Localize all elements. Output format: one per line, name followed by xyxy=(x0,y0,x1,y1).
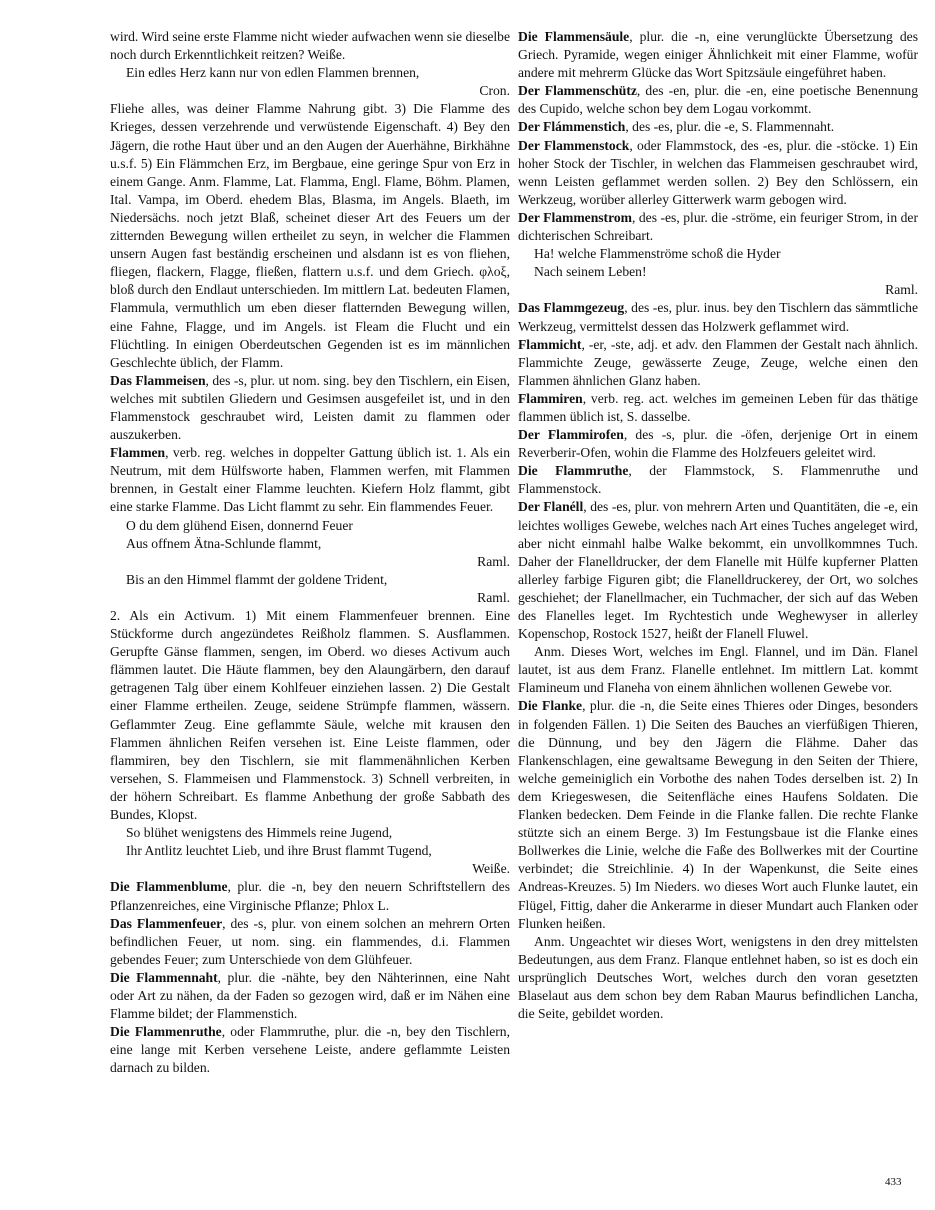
left-column xyxy=(110,28,510,1077)
dictionary-entry xyxy=(518,28,918,82)
annotation-paragraph: Anm. Ungeachtet wir dieses Wort, wenigstens in den drey mittelsten Bedeutungen, aus dem Franz. Flanque entlehnet haben, so ist es doch ein ursprünglich Deutsches Wort, welches durch den voran gesetzten Blaselaut aus dem schon bey dem Raban Maurus befindlichen Lancha, die Seite, gebildet worden. xyxy=(518,933,918,1022)
dictionary-entry xyxy=(110,969,510,1023)
dictionary-entry xyxy=(518,697,918,932)
entry-headword: Der Flanéll xyxy=(518,499,584,515)
entry-definition: , des -es, plur. die -e, S. Flammennaht. xyxy=(625,119,835,135)
entry-headword: Das Flammeisen xyxy=(110,372,206,388)
annotation-paragraph: Anm. Dieses Wort, welches im Engl. Flannel, und im Dän. Flanel lautet, ist aus dem Franz. Flanelle entlehnet. Im mittlern Lat. kommt Flamineum und Flaneha von einem ähnlichen wollenen Gewebe vor. xyxy=(518,644,918,696)
entry-definition: , verb. reg. act. welches im gemeinen Leben für das thätige flammen üblich ist, S. dasselbe. xyxy=(518,390,918,424)
entry-headword: Die Flammennaht xyxy=(110,969,218,985)
verse-line: Ihr Antlitz leuchtet Lieb, und ihre Brust flammt Tugend, xyxy=(126,843,432,859)
right-column xyxy=(518,28,918,1023)
dictionary-entry xyxy=(110,1023,510,1077)
dictionary-entry xyxy=(518,137,918,209)
entry-definition: , plur. die -nähte, bey den Nähterinnen, eine Naht oder Art zu nähen, da der Faden so gezogen wird, daß er im Nähen eine Flamme bildet; der Flammenstich. xyxy=(110,969,510,1022)
dictionary-entry xyxy=(110,372,510,444)
entry-headword: Der Flammirofen xyxy=(518,427,624,443)
entry-headword: Flammiren xyxy=(518,390,583,406)
verse-line: Ha! welche Flammenströme schoß die Hyder xyxy=(534,246,781,262)
entry-headword: Die Flammruthe xyxy=(518,463,629,479)
text-paragraph: 2. Als ein Activum. 1) Mit einem Flammenfeuer brennen. Eine Stückforme durch angezündetes Reißholz flammen. S. Ausflammen. Gerupfte Gänse flammen, sengen, im Oberd. wo dieses Activum auch flämmen lautet. Die Häute flammen, bey den Alaungärbern, den darauf getragenen Talg über einem Kohlfeuer einziehen lassen. 2) Die Gestalt einer Flamme ertheilen. Zeuge, seidene Strümpfe flammen, wässern. Geflammter Zeug. Eine geflammte Säule, welche mit krausen den Flammen ähnlichen Reifen versehen ist. Eine Leiste flammen, oder flammiren, bey den Tischlern, sie mit flammenähnlichen Kerben versehen, S. Flammeisen und Flammenstock. 3) Schnell verbreiten, in der höhern Schreibart. Es flamme Anbethung der große Sabbath des Bundes, Klopst. xyxy=(110,608,510,823)
entry-definition: , des -es, plur. die -ströme, ein feuriger Strom, in der dichterischen Schreibart. xyxy=(518,209,918,244)
entry-headword: Das Flammgezeug xyxy=(518,300,625,316)
quote-source: Raml. xyxy=(477,553,510,569)
entry-definition: , oder Flammstock, des -es, plur. die -stöcke. 1) Ein hoher Stock der Tischler, in welchen das Flammeisen geschraubet wird, wenn Leisten geflammet werden sollen. 2) Bey den Schlössern, ein Werkzeug, worüber allerley Gitterwerk warm gebogen wird. xyxy=(518,137,918,207)
entry-definition: , der Flammstock, S. Flammenruthe und Flammenstock. xyxy=(518,463,918,497)
entry-headword: Die Flammenblume xyxy=(110,879,228,895)
dictionary-entry xyxy=(518,209,918,245)
entry-definition: , des -s, plur. ut nom. sing. bey den Tischlern, ein Eisen, welches mit subtilen Gliedern und Gesimsen ausgefeilet ist, und in den Flammenstock geschraubet wird, Leisten damit zu flammen oder auszukerben. xyxy=(110,372,510,443)
entry-headword: Der Flammenstock xyxy=(518,137,630,153)
verse-line: Aus offnem Ätna-Schlunde flammt, xyxy=(126,535,322,551)
verse-line: Bis an den Himmel flammt der goldene Trident, xyxy=(126,571,388,587)
verse-line: So blühet wenigstens des Himmels reine Jugend, xyxy=(126,825,393,841)
dictionary-entry xyxy=(110,444,510,516)
entry-headword: Der Flammenschütz xyxy=(518,83,637,99)
entry-headword: Das Flammenfeuer xyxy=(110,915,223,931)
dictionary-entry xyxy=(110,915,510,969)
text-paragraph: wird. Wird seine erste Flamme nicht wieder aufwachen wenn sie dieselbe noch durch Erkenntlichkeit reitzen? Weiße. xyxy=(110,29,510,63)
entry-headword: Flammicht xyxy=(518,336,582,352)
quote-source: Raml. xyxy=(885,282,918,298)
verse-line: O du dem glühend Eisen, donnernd Feuer xyxy=(126,517,353,533)
verse-line: Ein edles Herz kann nur von edlen Flammen brennen, xyxy=(126,65,420,81)
entry-headword: Der Flámmenstich xyxy=(518,119,626,135)
dictionary-entry xyxy=(518,82,918,118)
page-number: 433 xyxy=(885,1176,902,1188)
entry-definition: , des -s, plur. die -öfen, derjenige Ort in einem Reverberir-Ofen, wohin die Flamme des Holzfeuers geleitet wird. xyxy=(518,427,918,461)
entry-headword: Flammen xyxy=(110,445,166,461)
entry-definition: , verb. reg. welches in doppelter Gattung üblich ist. 1. Als ein Neutrum, mit dem Hülfsworte haben, Flammen werfen, mit Flammen brennen, in Gestalt einer Flamme leuchten. Kiefern Holz flammt, gibt eine starke Flamme. Das Licht flammt zu sehr. Ein flammendes Feuer. xyxy=(110,445,510,515)
quote-source: Cron. xyxy=(479,83,510,99)
dictionary-entry xyxy=(518,336,918,390)
text-paragraph: Fliehe alles, was deiner Flamme Nahrung gibt. 3) Die Flamme des Krieges, dessen verzehrende und verwüstende Eigenschaft. 4) Bey den Jägern, die rothe Haut über und an den Augen der Auerhähne, Birkhähne u.s.f. 5) Ein Flämmchen Erz, im Bergbaue, eine geringe Spur von Erz in einem Gange. Anm. Flamme, Lat. Flamma, Engl. Flame, Böhm. Plamen, Ital. Vampa, im Oberd. ehedem Blas, Blasma, im Angels. Blaeth, im Niedersächs. noch jetzt Blaß, scheinet dieser Art des Feuers um der zitternden Bewegung willen ertheilet zu seyn, in welcher die Flammen unsern Augen fast beständig erscheinen und alsdann ist es von fliehen, fliegen, flackern, Flagge, fließen, flattern u.s.f. und dem Griech. φλοξ, bloß durch den Endlaut unterschieden. Im mittlern Lat. bedeuten Flamen, Flammula, vermuthlich um eben dieser flatternden Bewegung willen, eine Fahne, Flagge, und im Angels. ist Fleam die Flucht und ein Flüchtling. In einigen Oberdeutschen Gegenden ist es im männlichen Geschlechte üblich, der Flamm. xyxy=(110,101,510,370)
dictionary-entry xyxy=(518,498,918,643)
entry-definition: , des -es, plur. inus. bey den Tischlern das sämmtliche Werkzeug, vermittelst dessen das Holzwerk geflammet wird. xyxy=(518,300,918,334)
dictionary-entry xyxy=(518,299,918,335)
quote-source: Raml. xyxy=(477,589,510,605)
dictionary-entry xyxy=(518,426,918,462)
entry-definition: , des -en, plur. die -en, eine poetische Benennung des Cupido, welche schon bey dem Logau vorkommt. xyxy=(518,83,918,117)
entry-headword: Die Flammenruthe xyxy=(110,1024,222,1040)
entry-definition: , plur. die -n, die Seite eines Thieres oder Dinges, besonders in folgenden Fällen. 1) Die Seiten des Bauches an vierfüßigen Thieren, die Dünnung, und bey den Jägern die Flähme. Daher das Flankenschlagen, eine gewaltsame Bewegung in den Seiten der Thiere, welche gemeiniglich ein Vorbothe des nahen Todes derselben ist. 2) In dem Kriegeswesen, die Seitenfläche eines Haufens Soldaten. Die Flanken bedecken. Dem Feinde in die Flanke fallen. Die rechte Flanke stützte sich an einem Berge. 3) Im Festungsbaue ist die Flanke eines Bollwerkes die Linie, welche die Faße des Bollwerkes mit der Courtine verbindet; die Streichlinie. 4) In der Wapenkunst, die Seite eines Andreas-Kreuzes. 5) Im Nieders. wo dieses Wort auch Flunke lautet, ein Flügel, Fittig, daher die Ankerarme in dieser Mundart auch Flanken oder Flunken heißen. xyxy=(518,698,918,931)
entry-definition: , oder Flammruthe, plur. die -n, bey den Tischlern, eine lange mit Kerben versehene Leiste, andere geflammte Leisten darnach zu bilden. xyxy=(110,1024,510,1076)
quote-source: Weiße. xyxy=(472,861,510,877)
entry-definition: , des -s, plur. von einem solchen an mehrern Orten befindlichen Feuer, ut nom. sing. ein flammendes, d.i. Flammen gebendes Feuer; zum Unterschiede von dem Glühfeuer. xyxy=(110,915,510,967)
entry-headword: Die Flanke xyxy=(518,698,583,714)
entry-headword: Der Flammenstrom xyxy=(518,209,632,225)
dictionary-entry xyxy=(518,118,918,136)
dictionary-entry xyxy=(518,390,918,426)
entry-definition: , plur. die -n, bey den neuern Schriftstellern des Pflanzenreiches, eine Virginische Pflanze; Phlox L. xyxy=(110,879,510,913)
dictionary-entry xyxy=(110,878,510,914)
dictionary-entry xyxy=(518,462,918,498)
verse-line: Nach seinem Leben! xyxy=(534,264,647,280)
entry-headword: Die Flammensäule xyxy=(518,29,630,44)
entry-definition: , des -es, plur. von mehrern Arten und Quantitäten, die -e, ein leichtes wolliges Gewebe, welches nach Art eines Tuches angeleget wird, aber nicht einmahl halbe Walke bekommt, ein unvollkommnes Tuch. Daher der Flanelldrucker, der dem Flanelle mit Hülfe kupferner Platten allerley farbige Figuren gibt; die Flanelldruckerey, der Ort, wo solches geschiehet; der Flanellmacher, ein Tuchmacher, der sich auf das Weben des Flanelles leget. Im Rychtestich unde Weghewyser in allerley Kopenschop, Rostock 1527, heißt der Flanell Fluwel. xyxy=(518,499,918,642)
entry-definition: , plur. die -n, eine verunglückte Übersetzung des Griech. Pyramide, wegen einiger Ähnlichkeit mit einer Flamme, wofür andere mit mehrerm Glücke das Wort Spitzsäule eingeführet haben. xyxy=(518,29,918,81)
entry-definition: , -er, -ste, adj. et adv. den Flammen der Gestalt nach ähnlich. Flammichte Zeuge, gewässerte Zeuge, Zeuge, welche einen den Flammen ähnlichen Glanz haben. xyxy=(518,336,918,388)
